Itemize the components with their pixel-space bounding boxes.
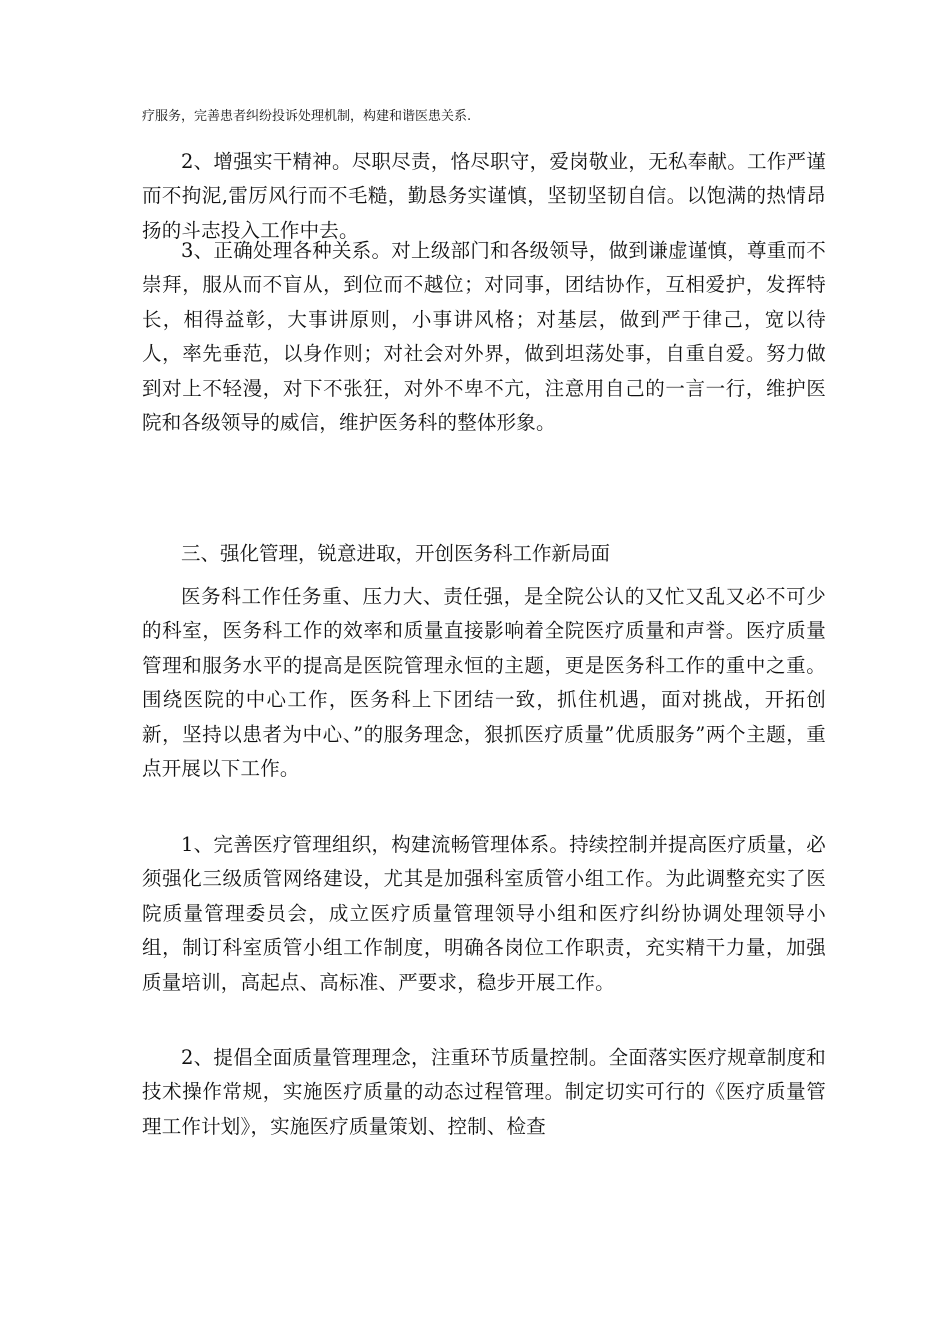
- paragraph-work-spirit: 2、增强实干精神。尽职尽责，恪尽职守，爱岗敬业，无私奉献。工作严谨而不拘泥,雷厉风行而不毛糙，勤恳务实谨慎，坚韧坚韧自信。以饱满的热情昂扬的斗志投入工作中去。: [142, 150, 826, 242]
- section-heading-3: 三、强化管理，锐意进取，开创医务科工作新局面: [181, 542, 611, 565]
- paragraph-section-intro: 医务科工作任务重、压力大、责任强，是全院公认的又忙又乱又必不可少的科室，医务科工作的效率和质量直接影响着全院医疗质量和声誉。医疗质量管理和服务水平的提高是医院管理永恒的主题，更是医务科工作的重中之重。围绕医院的中心工作，医务科上下团结一致，抓住机遇，面对挑战，开拓创新，坚持以患者为中心、”的服务理念，狠抓医疗质量”优质服务”两个主题，重点开展以下工作。: [142, 585, 826, 781]
- paragraph-relationships: 3、正确处理各种关系。对上级部门和各级领导，做到谦虚谨慎，尊重而不崇拜，服从而不盲从，到位而不越位；对同事，团结协作，互相爱护，发挥特长，相得益彰，大事讲原则，小事讲风格；对基层，做到严于律己，宽以待人，率先垂范，以身作则；对社会对外界，做到坦荡处事，自重自爱。努力做到对上不轻漫，对下不张狂，对外不卑不亢，注意用自己的一言一行，维护医院和各级领导的威信，维护医务科的整体形象。: [142, 239, 826, 435]
- paragraph-quality-management: 2、提倡全面质量管理理念，注重环节质量控制。全面落实医疗规章制度和技术操作常规，实施医疗质量的动态过程管理。制定切实可行的《医疗质量管理工作计划》，实施医疗质量策划、控制、检查: [142, 1046, 826, 1138]
- continued-line: 疗服务，完善患者纠纷投诉处理机制，构建和谐医患关系.: [142, 109, 472, 124]
- paragraph-management-organization: 1、完善医疗管理组织，构建流畅管理体系。持续控制并提高医疗质量，必须强化三级质管网络建设，尤其是加强科室质管小组工作。为此调整充实了医院质量管理委员会，成立医疗质量管理领导小组和医疗纠纷协调处理领导小组，制订科室质管小组工作制度，明确各岗位工作职责，充实精干力量，加强质量培训，高起点、高标准、严要求，稳步开展工作。: [142, 833, 826, 994]
